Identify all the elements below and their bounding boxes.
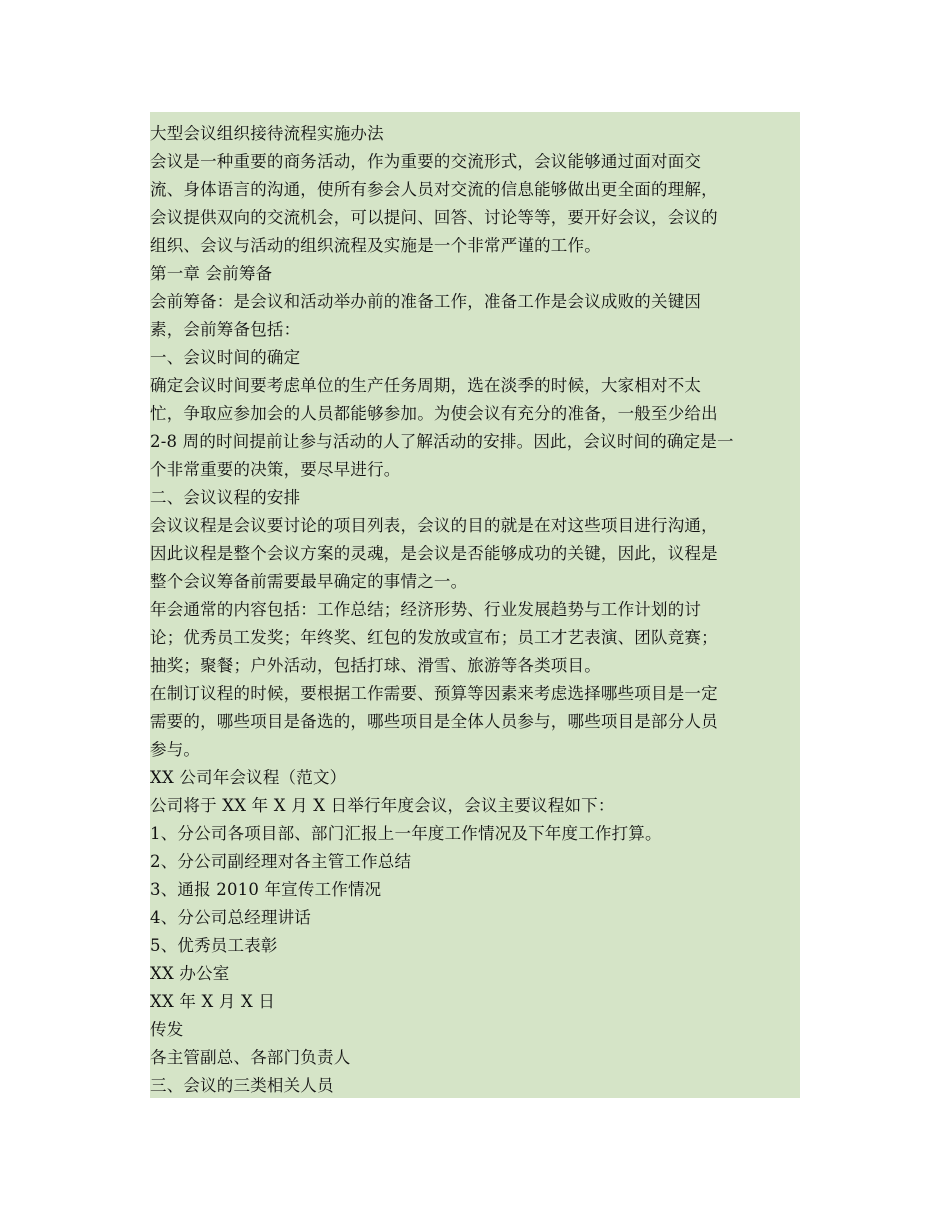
paragraph-line: 参与。: [150, 740, 201, 759]
agenda-item: 5、优秀员工表彰: [150, 936, 278, 955]
distribution-recipients: 各主管副总、各部门负责人: [150, 1048, 351, 1067]
paragraph-line: 会议议程是会议要讨论的项目列表，会议的目的就是在对这些项目进行沟通，: [150, 516, 718, 535]
paragraph-line: 会议是一种重要的商务活动，作为重要的交流形式，会议能够通过面对面交: [150, 152, 702, 171]
paragraph-line: 论；优秀员工发奖；年终奖、红包的发放或宣布；员工才艺表演、团队竞赛；: [150, 628, 718, 647]
paragraph-line: 抽奖；聚餐；户外活动，包括打球、滑雪、旅游等各类项目。: [150, 656, 601, 675]
agenda-item: 2、分公司副经理对各主管工作总结: [150, 852, 412, 871]
paragraph-line: 在制订议程的时候，要根据工作需要、预算等因素来考虑选择哪些项目是一定: [150, 684, 718, 703]
paragraph-line: 忙，争取应参加会的人员都能够参加。为使会议有充分的准备，一般至少给出: [150, 404, 718, 423]
paragraph-line: 组织、会议与活动的组织流程及实施是一个非常严谨的工作。: [150, 236, 601, 255]
paragraph-line: 需要的，哪些项目是备选的，哪些项目是全体人员参与，哪些项目是部分人员: [150, 712, 718, 731]
paragraph-line: 素，会前筹备包括：: [150, 320, 301, 339]
paragraph-line: 个非常重要的决策，要尽早进行。: [150, 460, 401, 479]
paragraph-line: 流、身体语言的沟通，使所有参会人员对交流的信息能够做出更全面的理解，: [150, 180, 718, 199]
chapter-heading: 第一章 会前筹备: [150, 264, 273, 283]
section-heading: 二、会议议程的安排: [150, 488, 301, 507]
issue-date: XX 年 X 月 X 日: [150, 992, 276, 1011]
document-title: 大型会议组织接待流程实施办法: [150, 124, 384, 143]
section-heading: 三、会议的三类相关人员: [150, 1076, 334, 1095]
agenda-title: XX 公司年会议程（范文）: [150, 768, 347, 787]
paragraph-line: 年会通常的内容包括：工作总结；经济形势、行业发展趋势与工作计划的讨: [150, 600, 702, 619]
agenda-item: 1、分公司各项目部、部门汇报上一年度工作情况及下年度工作打算。: [150, 824, 662, 843]
agenda-intro: 公司将于 XX 年 X 月 X 日举行年度会议，会议主要议程如下：: [150, 796, 615, 815]
paragraph-line: 确定会议时间要考虑单位的生产任务周期，选在淡季的时候，大家相对不太: [150, 376, 702, 395]
agenda-item: 4、分公司总经理讲话: [150, 908, 311, 927]
section-heading: 一、会议时间的确定: [150, 348, 301, 367]
paragraph-line: 整个会议筹备前需要最早确定的事情之一。: [150, 572, 468, 591]
paragraph-line: 2-8 周的时间提前让参与活动的人了解活动的安排。因此，会议时间的确定是一: [150, 432, 734, 451]
paragraph-line: 会前筹备：是会议和活动举办前的准备工作，准备工作是会议成败的关键因: [150, 292, 702, 311]
paragraph-line: 因此议程是整个会议方案的灵魂，是会议是否能够成功的关键，因此，议程是: [150, 544, 718, 563]
paragraph-line: 会议提供双向的交流机会，可以提问、回答、讨论等等，要开好会议，会议的: [150, 208, 718, 227]
distribution-label: 传发: [150, 1020, 184, 1039]
highlighted-text-block: [150, 112, 800, 1098]
issuer: XX 办公室: [150, 964, 230, 983]
agenda-item: 3、通报 2010 年宣传工作情况: [150, 880, 382, 899]
